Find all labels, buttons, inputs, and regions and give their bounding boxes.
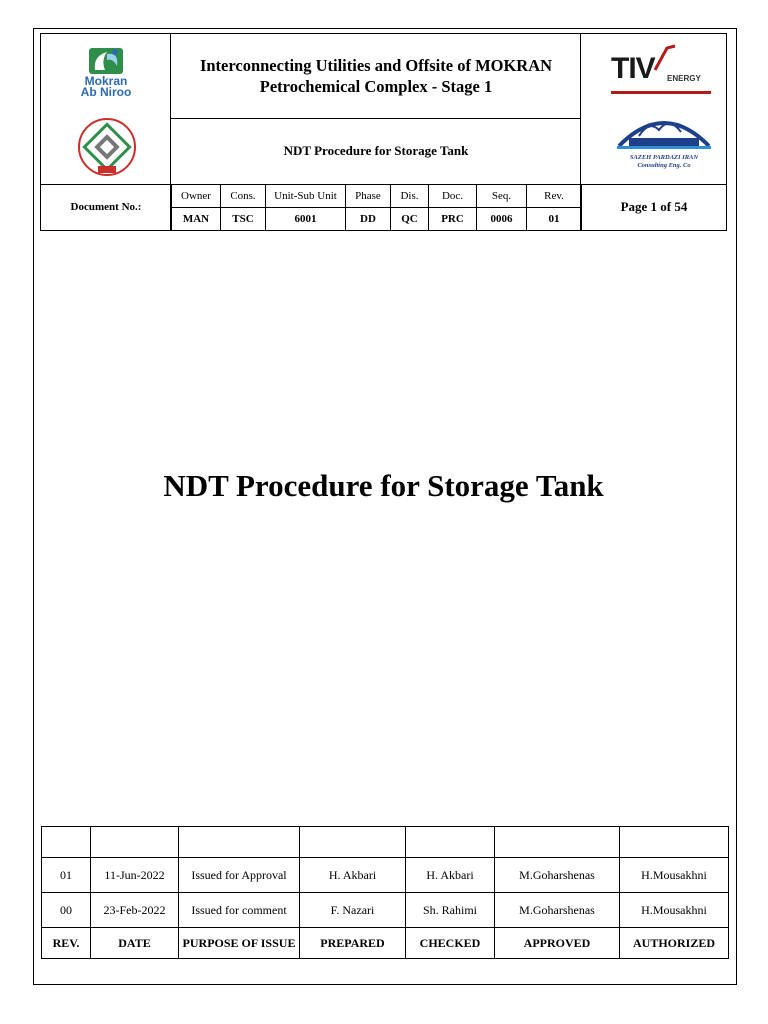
code-value: 01 bbox=[527, 208, 582, 231]
authorized-cell: H.Mousakhni bbox=[620, 858, 729, 893]
purpose-cell: Issued for Approval bbox=[179, 858, 300, 893]
column-header: AUTHORIZED bbox=[620, 928, 729, 959]
code-labels-row bbox=[172, 185, 582, 208]
purpose-cell: Issued for comment bbox=[179, 893, 300, 928]
main-title: NDT Procedure for Storage Tank bbox=[163, 468, 604, 503]
code-label: Owner bbox=[172, 185, 221, 208]
tiv-brand-text: TIV bbox=[611, 52, 655, 85]
column-header: REV. bbox=[42, 928, 91, 959]
table-header-row bbox=[42, 928, 729, 959]
prepared-cell: F. Nazari bbox=[300, 893, 406, 928]
code-value: MAN bbox=[172, 208, 221, 231]
column-header: CHECKED bbox=[406, 928, 495, 959]
document-subtitle: NDT Procedure for Storage Tank bbox=[283, 143, 469, 158]
table-row bbox=[42, 893, 729, 928]
table-row bbox=[42, 858, 729, 893]
code-value: 6001 bbox=[266, 208, 346, 231]
rev-cell: 01 bbox=[42, 858, 91, 893]
approved-cell: M.Goharshenas bbox=[495, 893, 620, 928]
checked-cell: H. Akbari bbox=[406, 858, 495, 893]
code-label: Seq. bbox=[477, 185, 527, 208]
rev-cell: 00 bbox=[42, 893, 91, 928]
code-label: Phase bbox=[346, 185, 391, 208]
tiv-tag-text: ENERGY bbox=[667, 74, 701, 83]
authorized-cell: H.Mousakhni bbox=[620, 893, 729, 928]
column-header: DATE bbox=[91, 928, 179, 959]
logo-text-line1: Mokran bbox=[84, 74, 128, 88]
code-values-row bbox=[172, 208, 582, 231]
sazeh-line1: SAZEH PARDAZI IRAN bbox=[629, 154, 699, 161]
date-cell: 23-Feb-2022 bbox=[91, 893, 179, 928]
document-code-grid bbox=[171, 184, 582, 231]
approved-cell: M.Goharshenas bbox=[495, 858, 620, 893]
code-label: Dis. bbox=[391, 185, 429, 208]
page-number: Page 1 of 54 bbox=[620, 199, 688, 214]
date-cell: 11-Jun-2022 bbox=[91, 858, 179, 893]
prepared-cell: H. Akbari bbox=[300, 858, 406, 893]
code-value: QC bbox=[391, 208, 429, 231]
tiv-energy-logo bbox=[611, 44, 711, 102]
sazeh-pardazi-iran-logo bbox=[609, 106, 719, 178]
tiv-persian-mark bbox=[611, 91, 711, 99]
code-label: Cons. bbox=[221, 185, 266, 208]
mokran-ab-niroo-logo bbox=[71, 46, 141, 106]
document-number-label: Document No.: bbox=[70, 201, 142, 213]
code-label: Rev. bbox=[527, 185, 582, 208]
sazeh-line2: Consulting Eng. Co bbox=[637, 162, 691, 169]
seal-logo bbox=[76, 116, 138, 178]
column-header: APPROVED bbox=[495, 928, 620, 959]
code-label: Doc. bbox=[429, 185, 477, 208]
code-value: TSC bbox=[221, 208, 266, 231]
document-header bbox=[40, 33, 727, 231]
column-header: PURPOSE OF ISSUE bbox=[179, 928, 300, 959]
code-value: PRC bbox=[429, 208, 477, 231]
project-title: Interconnecting Utilities and Offsite of MOKRAN Petrochemical Complex - Stage 1 bbox=[199, 56, 553, 96]
column-header: PREPARED bbox=[300, 928, 406, 959]
table-row bbox=[42, 827, 729, 858]
code-label: Unit-Sub Unit bbox=[266, 185, 346, 208]
checked-cell: Sh. Rahimi bbox=[406, 893, 495, 928]
code-value: 0006 bbox=[477, 208, 527, 231]
revision-table bbox=[41, 826, 729, 959]
code-value: DD bbox=[346, 208, 391, 231]
logo-text-line2: Ab Niroo bbox=[80, 85, 132, 99]
